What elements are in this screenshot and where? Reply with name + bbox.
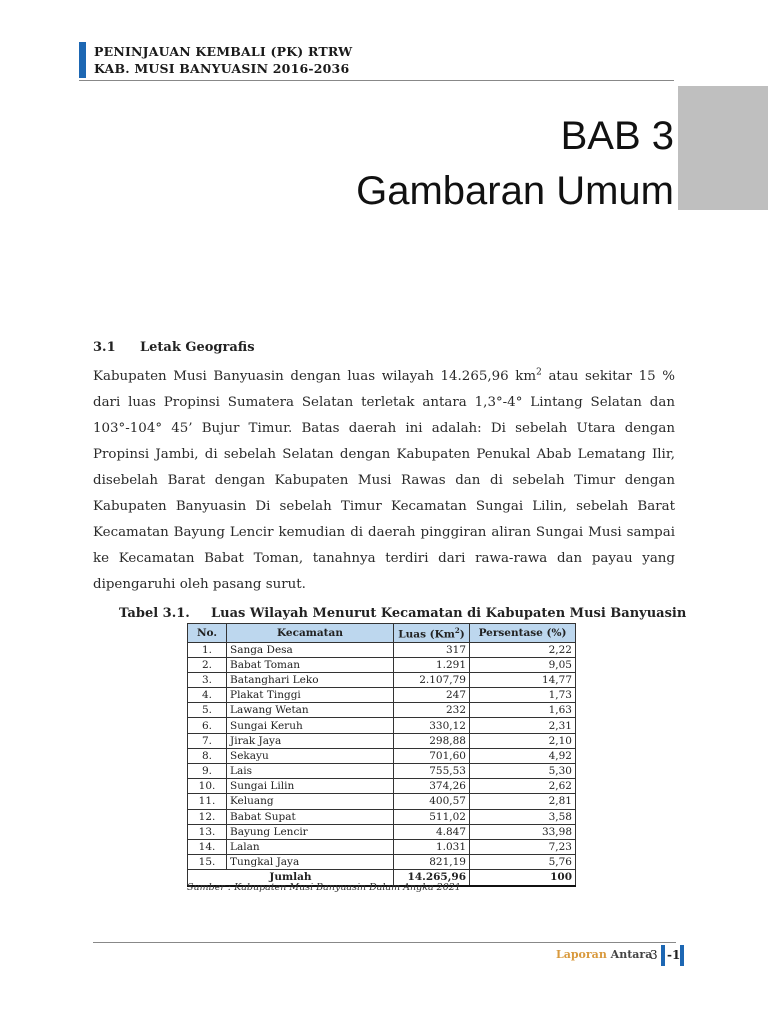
cell-persentase: 5,76 <box>470 855 576 870</box>
cell-luas: 701,60 <box>394 748 470 763</box>
cell-no: 5. <box>188 703 227 718</box>
cell-kecamatan: Sungai Keruh <box>227 718 394 733</box>
cell-luas: 247 <box>394 688 470 703</box>
cell-no: 9. <box>188 764 227 779</box>
table-row <box>188 642 576 657</box>
footer-antara: Antara <box>610 948 653 961</box>
total-persentase: 100 <box>470 870 576 886</box>
header-accent-bar <box>79 42 86 78</box>
cell-persentase: 9,05 <box>470 657 576 672</box>
cell-kecamatan: Plakat Tinggi <box>227 688 394 703</box>
paragraph-text-1: Kabupaten Musi Banyuasin dengan luas wilayah 14.265,96 km <box>93 369 537 384</box>
area-table <box>187 623 576 887</box>
cell-kecamatan: Batanghari Leko <box>227 672 394 687</box>
table-row <box>188 733 576 748</box>
cell-no: 4. <box>188 688 227 703</box>
col-header-luas-sup: 2 <box>454 626 460 635</box>
cell-kecamatan: Bayung Lencir <box>227 824 394 839</box>
footer-page-number: -1 <box>667 948 681 962</box>
cell-persentase: 2,10 <box>470 733 576 748</box>
total-label: Jumlah <box>188 870 394 886</box>
header-rule <box>79 80 674 81</box>
cell-luas: 400,57 <box>394 794 470 809</box>
table-row <box>188 748 576 763</box>
footer-rule <box>93 942 676 943</box>
cell-persentase: 2,31 <box>470 718 576 733</box>
chapter-title: Gambaran Umum <box>356 169 674 213</box>
col-header-kecamatan: Kecamatan <box>227 624 394 643</box>
chapter-heading <box>356 109 674 219</box>
cell-no: 12. <box>188 809 227 824</box>
cell-persentase: 2,62 <box>470 779 576 794</box>
cell-no: 13. <box>188 824 227 839</box>
cell-persentase: 2,22 <box>470 642 576 657</box>
cell-kecamatan: Tungkal Jaya <box>227 855 394 870</box>
cell-no: 3. <box>188 672 227 687</box>
cell-no: 6. <box>188 718 227 733</box>
cell-persentase: 4,92 <box>470 748 576 763</box>
footer-accent-bar <box>661 945 665 966</box>
cell-luas: 1.031 <box>394 839 470 854</box>
cell-no: 15. <box>188 855 227 870</box>
cell-kecamatan: Sekayu <box>227 748 394 763</box>
col-header-luas-end: ) <box>459 628 465 641</box>
cell-no: 14. <box>188 839 227 854</box>
table-caption-number: Tabel 3.1. <box>119 606 190 621</box>
col-header-persentase: Persentase (%) <box>470 624 576 643</box>
table-caption: Luas Wilayah Menurut Kecamatan di Kabupaten Musi Banyuasin <box>211 606 687 621</box>
cell-no: 10. <box>188 779 227 794</box>
header-line-2: KAB. MUSI BANYUASIN 2016-2036 <box>94 61 350 76</box>
document-header <box>94 43 352 77</box>
cell-kecamatan: Lais <box>227 764 394 779</box>
footer-laporan: Laporan <box>556 948 607 961</box>
cell-luas: 330,12 <box>394 718 470 733</box>
paragraph-text-2: atau sekitar 15 % dari luas Propinsi Sumatera Selatan terletak antara 1,3°-4° Lintang Selatan dan 103°-104° 45’ Bujur Timur. Batas daerah ini adalah: Di sebelah Utara dengan Propinsi Jambi, di sebelah Selatan dengan Kabupaten Penukal Abab Lematang Ilir, disebelah Barat dengan Kabupaten Musi Rawas dan di sebelah Timur dengan Kabupaten Banyuasin Di sebelah Timur Kecamatan Sungai Lilin, sebelah Barat Kecamatan Bayung Lencir kemudian di daerah pinggiran aliran Sungai Musi sampai ke Kecamatan Babat Toman, tanahnya terdiri dari rawa-rawa dan payau yang dipengaruhi oleh pasang surut. <box>93 369 675 592</box>
cell-luas: 2.107,79 <box>394 672 470 687</box>
table-source: Sumber : Kabupaten Musi Banyuasin Dalam Angka 2021 <box>187 882 461 893</box>
section-paragraph <box>93 364 675 598</box>
cell-luas: 4.847 <box>394 824 470 839</box>
footer-label <box>556 948 652 961</box>
table-row <box>188 824 576 839</box>
table-body <box>188 642 576 886</box>
table-row <box>188 794 576 809</box>
cell-no: 2. <box>188 657 227 672</box>
table-row <box>188 855 576 870</box>
header-line-1: PENINJAUAN KEMBALI (PK) RTRW <box>94 44 353 59</box>
cell-kecamatan: Keluang <box>227 794 394 809</box>
cell-luas: 232 <box>394 703 470 718</box>
table-row <box>188 718 576 733</box>
cell-luas: 755,53 <box>394 764 470 779</box>
col-header-luas <box>394 624 470 643</box>
cell-no: 8. <box>188 748 227 763</box>
cell-persentase: 5,30 <box>470 764 576 779</box>
cell-luas: 317 <box>394 642 470 657</box>
footer-accent-bar-right <box>680 945 684 966</box>
table-row <box>188 703 576 718</box>
cell-no: 7. <box>188 733 227 748</box>
table-header-row <box>188 624 576 643</box>
cell-kecamatan: Sanga Desa <box>227 642 394 657</box>
table-row <box>188 672 576 687</box>
cell-persentase: 3,58 <box>470 809 576 824</box>
cell-persentase: 7,23 <box>470 839 576 854</box>
section-number: 3.1 <box>93 340 116 355</box>
cell-luas: 511,02 <box>394 809 470 824</box>
cell-kecamatan: Lalan <box>227 839 394 854</box>
table-row <box>188 809 576 824</box>
cell-luas: 821,19 <box>394 855 470 870</box>
cell-persentase: 33,98 <box>470 824 576 839</box>
chapter-number: BAB 3 <box>560 114 674 158</box>
cell-kecamatan: Sungai Lilin <box>227 779 394 794</box>
cell-persentase: 1,73 <box>470 688 576 703</box>
col-header-luas-text: Luas (Km <box>398 628 455 641</box>
table-row <box>188 764 576 779</box>
cell-luas: 1.291 <box>394 657 470 672</box>
cell-no: 1. <box>188 642 227 657</box>
cell-kecamatan: Babat Supat <box>227 809 394 824</box>
table-row <box>188 839 576 854</box>
col-header-no: No. <box>188 624 227 643</box>
table-row <box>188 688 576 703</box>
cell-kecamatan: Babat Toman <box>227 657 394 672</box>
chapter-tab-block <box>678 86 768 210</box>
table-row <box>188 779 576 794</box>
paragraph-superscript: 2 <box>536 367 542 378</box>
footer-chapter-number: 3 <box>650 948 658 962</box>
cell-persentase: 2,81 <box>470 794 576 809</box>
cell-no: 11. <box>188 794 227 809</box>
cell-persentase: 1,63 <box>470 703 576 718</box>
cell-persentase: 14,77 <box>470 672 576 687</box>
cell-kecamatan: Jirak Jaya <box>227 733 394 748</box>
cell-kecamatan: Lawang Wetan <box>227 703 394 718</box>
section-title: Letak Geografis <box>140 340 255 355</box>
cell-luas: 298,88 <box>394 733 470 748</box>
cell-luas: 374,26 <box>394 779 470 794</box>
total-luas: 14.265,96 <box>394 870 470 886</box>
table-row <box>188 657 576 672</box>
